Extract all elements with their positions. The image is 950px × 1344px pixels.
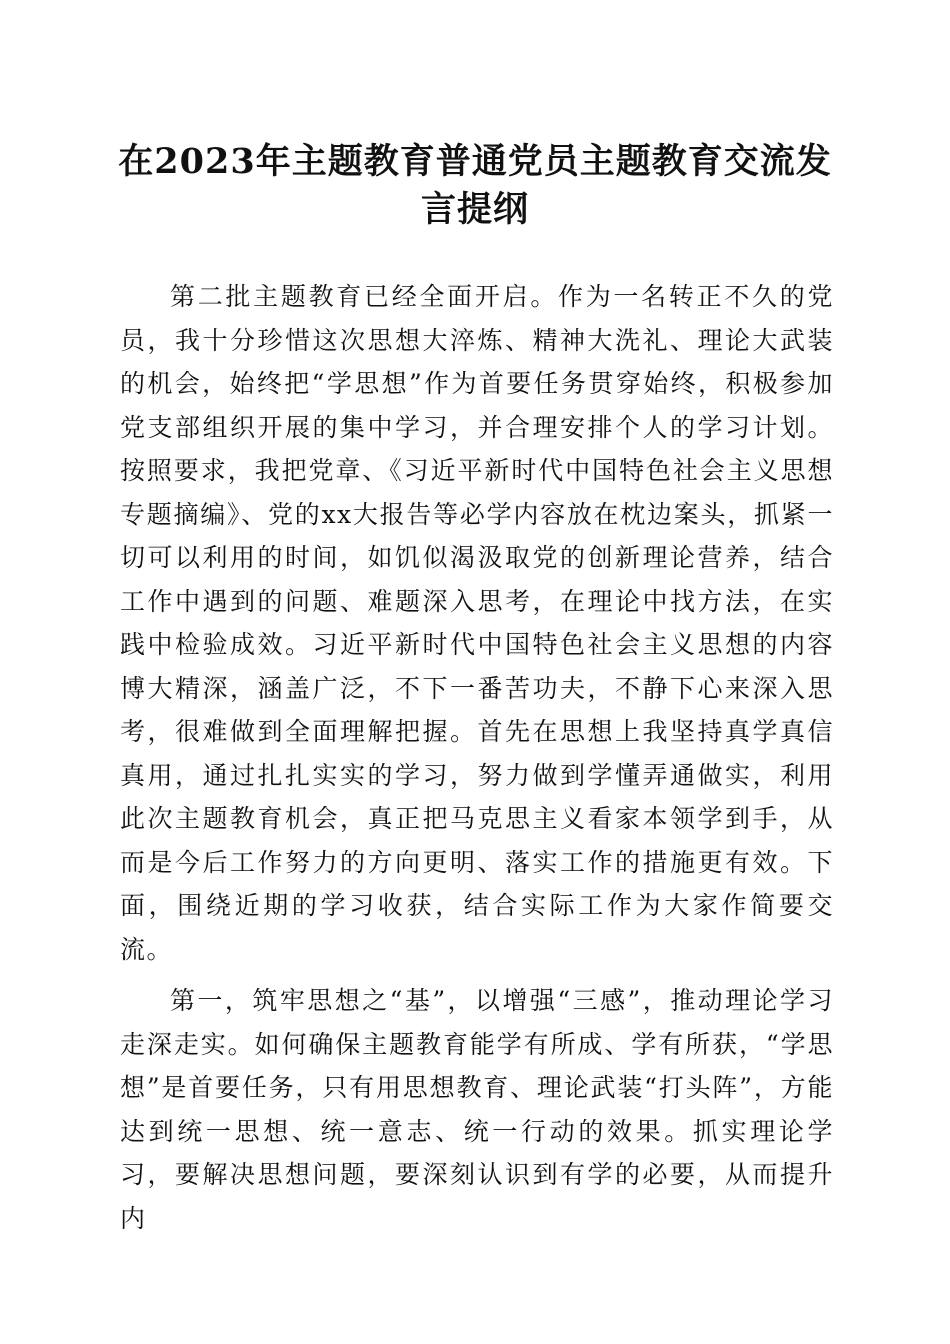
paragraph-first-point: 第一，筑牢思想之“基”，以增强“三感”，推动理论学习走深走实。如何确保主题教育能学有所成、学有所获，“学思想”是首要任务，只有用思想教育、理论武装“打头阵”，方能达到统一思想、统一意志、统一行动的效果。抓实理论学习，要解决思想问题，要深刻认识到有学的必要，从而提升内 — [120, 986, 834, 1233]
document-title: 在2023年主题教育普通党员主题教育交流发言提纲 — [118, 141, 832, 230]
document-body — [120, 275, 834, 1240]
paragraph-intro: 第二批主题教育已经全面开启。作为一名转正不久的党员，我十分珍惜这次思想大淬炼、精神大洗礼、理论大武装的机会，始终把“学思想”作为首要任务贯穿始终，积极参加党支部组织开展的集中学习，并合理安排个人的学习计划。按照要求，我把党章、《习近平新时代中国特色社会主义思想专题摘编》、党的xx大报告等必学内容放在枕边案头，抓紧一切可以利用的时间，如饥似渴汲取党的创新理论营养，结合工作中遇到的问题、难题深入思考，在理论中找方法，在实践中检验成效。习近平新时代中国特色社会主义思想的内容博大精深，涵盖广泛，不下一番苦功夫，不静下心来深入思考，很难做到全面理解把握。首先在思想上我坚持真学真信真用，通过扎扎实实的学习，努力做到学懂弄通做实，利用此次主题教育机会，真正把马克思主义看家本领学到手，从而是今后工作努力的方向更明、落实工作的措施更有效。下面，围绕近期的学习收获，结合实际工作为大家作简要交流。 — [120, 282, 834, 964]
